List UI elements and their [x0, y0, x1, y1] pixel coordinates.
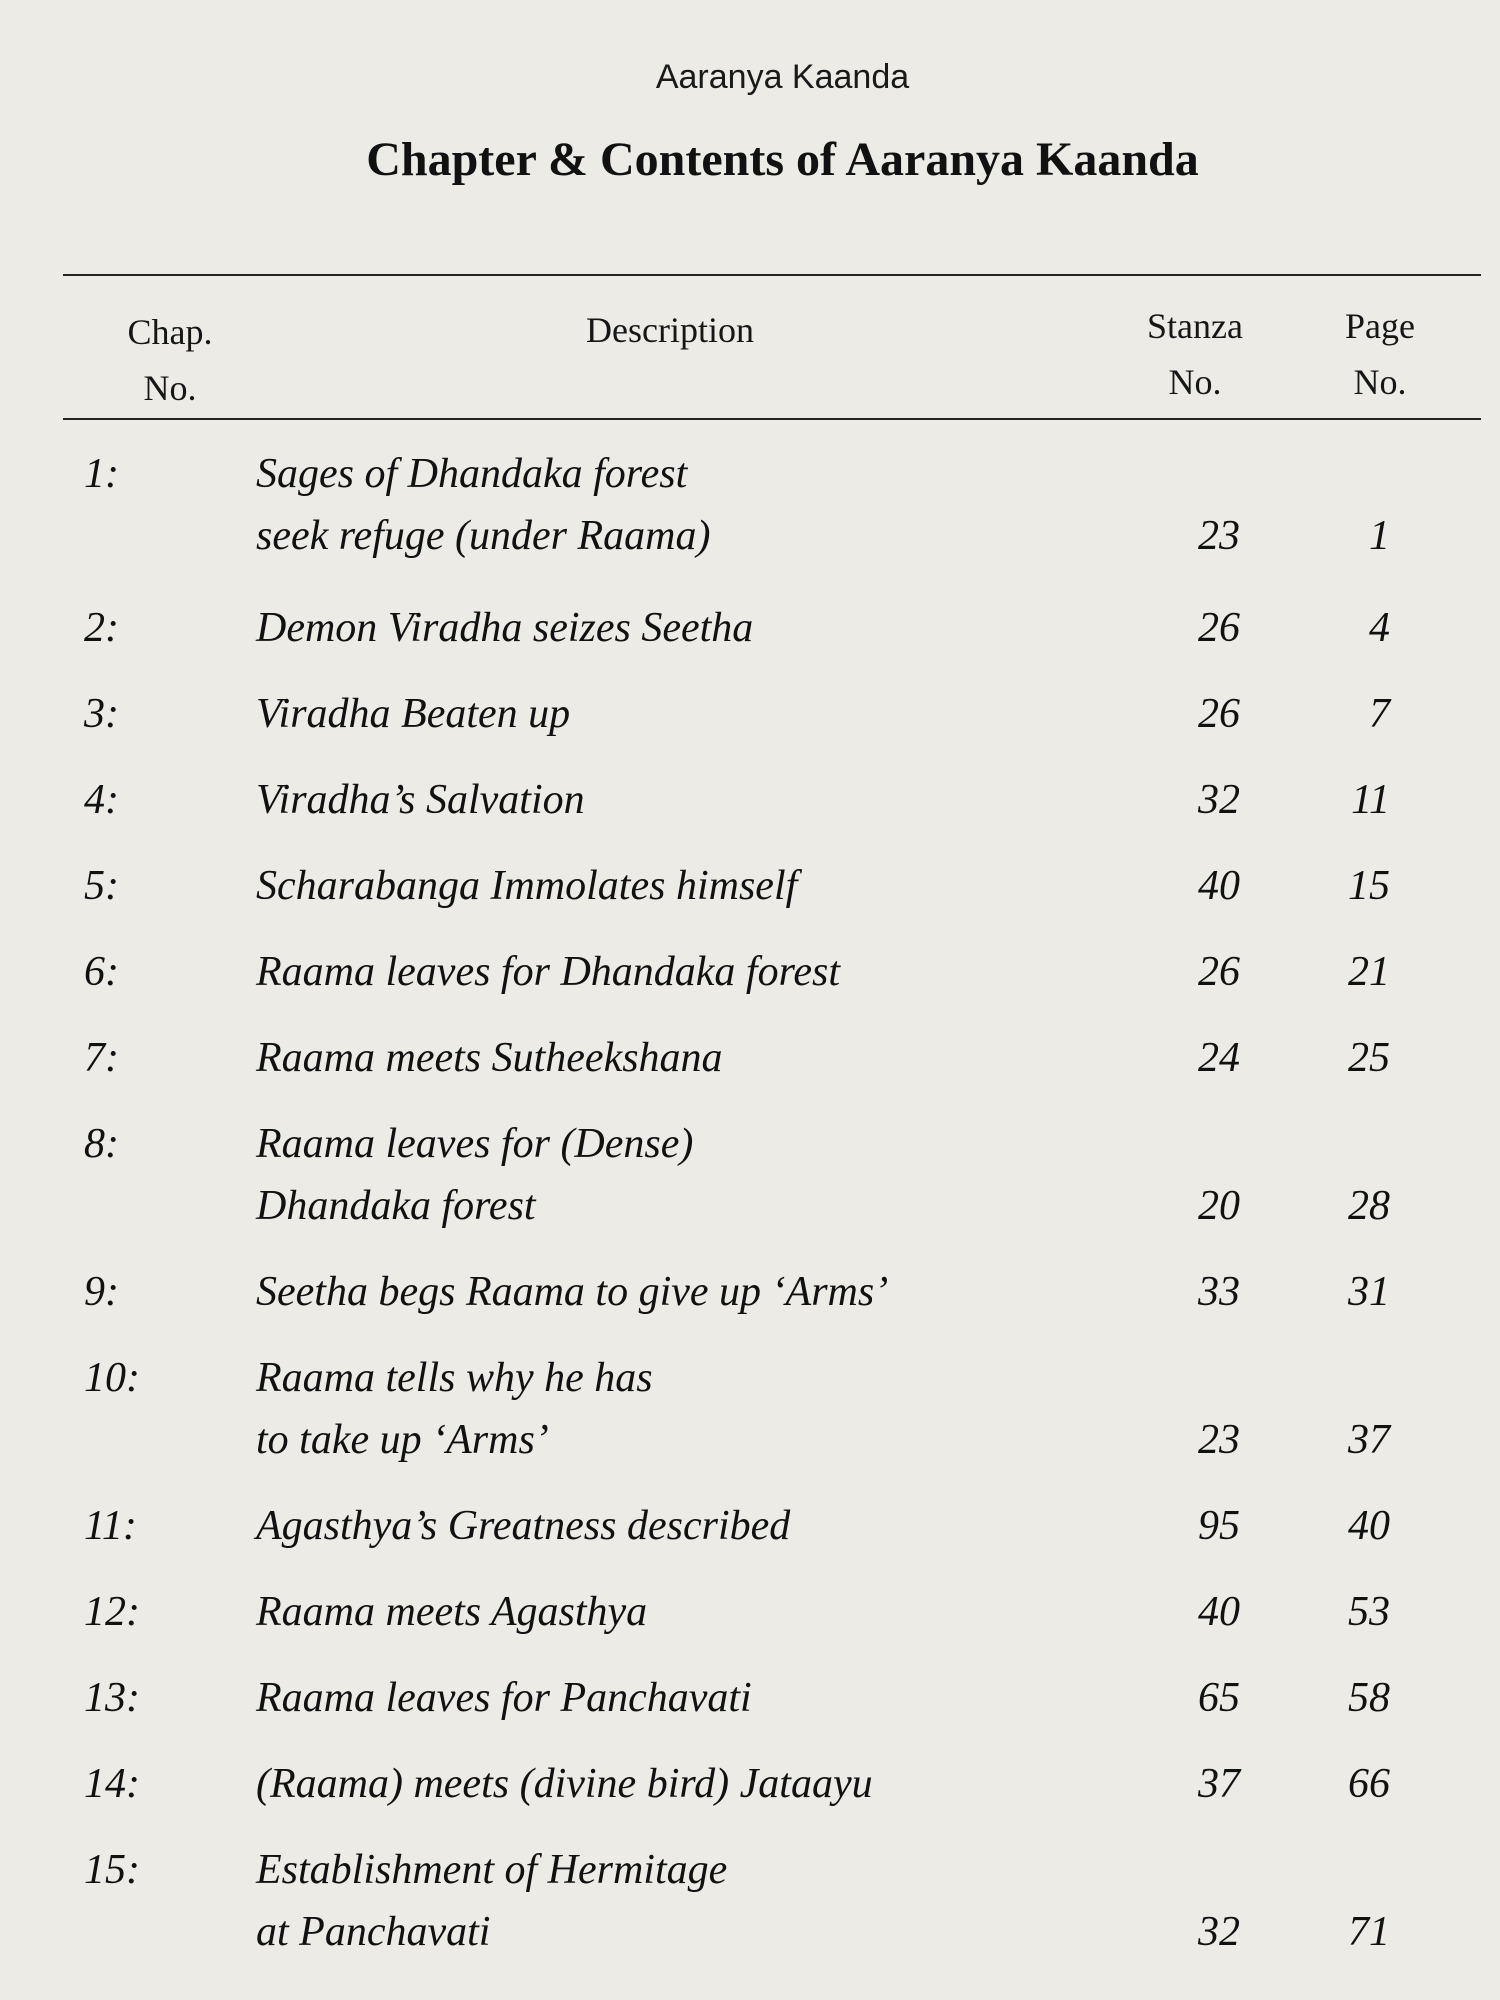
- chapter-number: 12:: [84, 1589, 140, 1635]
- chapter-description: [256, 683, 1176, 745]
- chapter-description: [256, 443, 1176, 567]
- chapter-number: 15:: [84, 1847, 140, 1893]
- page-number: 1: [1369, 513, 1390, 559]
- chapter-description-line: Raama leaves for Dhandaka forest: [256, 949, 841, 995]
- chapter-number: 4:: [84, 777, 119, 823]
- column-header-stanza-line1: Stanza: [1147, 306, 1243, 346]
- page-number: 37: [1348, 1417, 1390, 1463]
- chapter-description: [256, 1027, 1176, 1089]
- page-number: 21: [1348, 949, 1390, 995]
- chapter-description: [256, 1261, 1176, 1323]
- stanza-number: 24: [1198, 1035, 1240, 1081]
- stanza-number: 26: [1198, 605, 1240, 651]
- chapter-description-line: Demon Viradha seizes Seetha: [256, 605, 754, 651]
- page-number: 28: [1348, 1183, 1390, 1229]
- chapter-description-line: (Raama) meets (divine bird) Jataayu: [256, 1761, 873, 1807]
- chapter-description: [256, 941, 1176, 1003]
- stanza-number: 23: [1198, 1417, 1240, 1463]
- column-header-stanza-line2: No.: [1168, 362, 1222, 402]
- stanza-number: 65: [1198, 1675, 1240, 1721]
- chapter-description: [256, 1347, 1176, 1471]
- chapter-description: [256, 1667, 1176, 1729]
- page-number: 40: [1348, 1503, 1390, 1549]
- chapter-number: 9:: [84, 1269, 119, 1315]
- chapter-number: 5:: [84, 863, 119, 909]
- chapter-description-line: Sages of Dhandaka forest: [256, 451, 688, 497]
- chapter-description-line: Dhandaka forest: [256, 1183, 536, 1229]
- stanza-number: 26: [1198, 949, 1240, 995]
- chapter-description: [256, 1113, 1176, 1237]
- page-number: 66: [1348, 1761, 1390, 1807]
- chapter-description-line: at Panchavati: [256, 1909, 491, 1955]
- chapter-number: 2:: [84, 605, 119, 651]
- chapter-description-line: seek refuge (under Raama): [256, 513, 711, 559]
- column-header-page-line2: No.: [1353, 362, 1407, 402]
- chapter-description-line: Viradha Beaten up: [256, 691, 571, 737]
- column-header-chap-line1: Chap.: [127, 312, 213, 352]
- chapter-description: [256, 1495, 1176, 1557]
- chapter-description-line: Scharabanga Immolates himself: [256, 863, 798, 909]
- chapter-number: 1:: [84, 451, 119, 497]
- chapter-number: 7:: [84, 1035, 119, 1081]
- chapter-number: 3:: [84, 691, 119, 737]
- chapter-number: 11:: [84, 1503, 137, 1549]
- chapter-description: [256, 1753, 1176, 1815]
- chapter-description-line: Raama tells why he has: [256, 1355, 653, 1401]
- running-head: Aaranya Kaanda: [655, 58, 910, 96]
- chapter-number: 10:: [84, 1355, 140, 1401]
- page-title: Chapter & Contents of Aaranya Kaanda: [366, 133, 1199, 186]
- chapter-description-line: Raama leaves for (Dense): [256, 1121, 694, 1167]
- stanza-number: 40: [1198, 1589, 1240, 1635]
- chapter-description-line: Raama leaves for Panchavati: [256, 1675, 752, 1721]
- page-number: 7: [1369, 691, 1390, 737]
- page-number: 15: [1348, 863, 1390, 909]
- page-number: 58: [1348, 1675, 1390, 1721]
- page-number: 11: [1351, 777, 1390, 823]
- chapter-description: [256, 855, 1176, 917]
- column-header-description: Description: [586, 310, 754, 350]
- chapter-description: [256, 597, 1176, 659]
- stanza-number: 32: [1198, 777, 1240, 823]
- stanza-number: 40: [1198, 863, 1240, 909]
- column-header-chap-line2: No.: [143, 368, 197, 408]
- chapter-description-line: Establishment of Hermitage: [256, 1847, 728, 1893]
- page-number: 25: [1348, 1035, 1390, 1081]
- chapter-description-line: to take up ‘Arms’: [256, 1417, 549, 1463]
- chapter-number: 13:: [84, 1675, 140, 1721]
- chapter-description: [256, 769, 1176, 831]
- stanza-number: 23: [1198, 513, 1240, 559]
- chapter-description-line: Viradha’s Salvation: [256, 777, 585, 823]
- chapter-number: 14:: [84, 1761, 140, 1807]
- chapter-description-line: Agasthya’s Greatness described: [256, 1503, 791, 1549]
- chapter-number: 6:: [84, 949, 119, 995]
- column-header-page-line1: Page: [1345, 306, 1415, 346]
- page-number: 71: [1348, 1909, 1390, 1955]
- chapter-description: [256, 1839, 1176, 1963]
- page-number: 53: [1348, 1589, 1390, 1635]
- page-number: 31: [1348, 1269, 1390, 1315]
- stanza-number: 32: [1198, 1909, 1240, 1955]
- stanza-number: 33: [1198, 1269, 1240, 1315]
- chapter-description-line: Raama meets Sutheekshana: [256, 1035, 723, 1081]
- stanza-number: 20: [1198, 1183, 1240, 1229]
- page-number: 4: [1369, 605, 1390, 651]
- chapter-description-line: Raama meets Agasthya: [256, 1589, 648, 1635]
- chapter-description-line: Seetha begs Raama to give up ‘Arms’: [256, 1269, 889, 1315]
- stanza-number: 95: [1198, 1503, 1240, 1549]
- stanza-number: 37: [1198, 1761, 1240, 1807]
- chapter-description: [256, 1581, 1176, 1643]
- stanza-number: 26: [1198, 691, 1240, 737]
- chapter-number: 8:: [84, 1121, 119, 1167]
